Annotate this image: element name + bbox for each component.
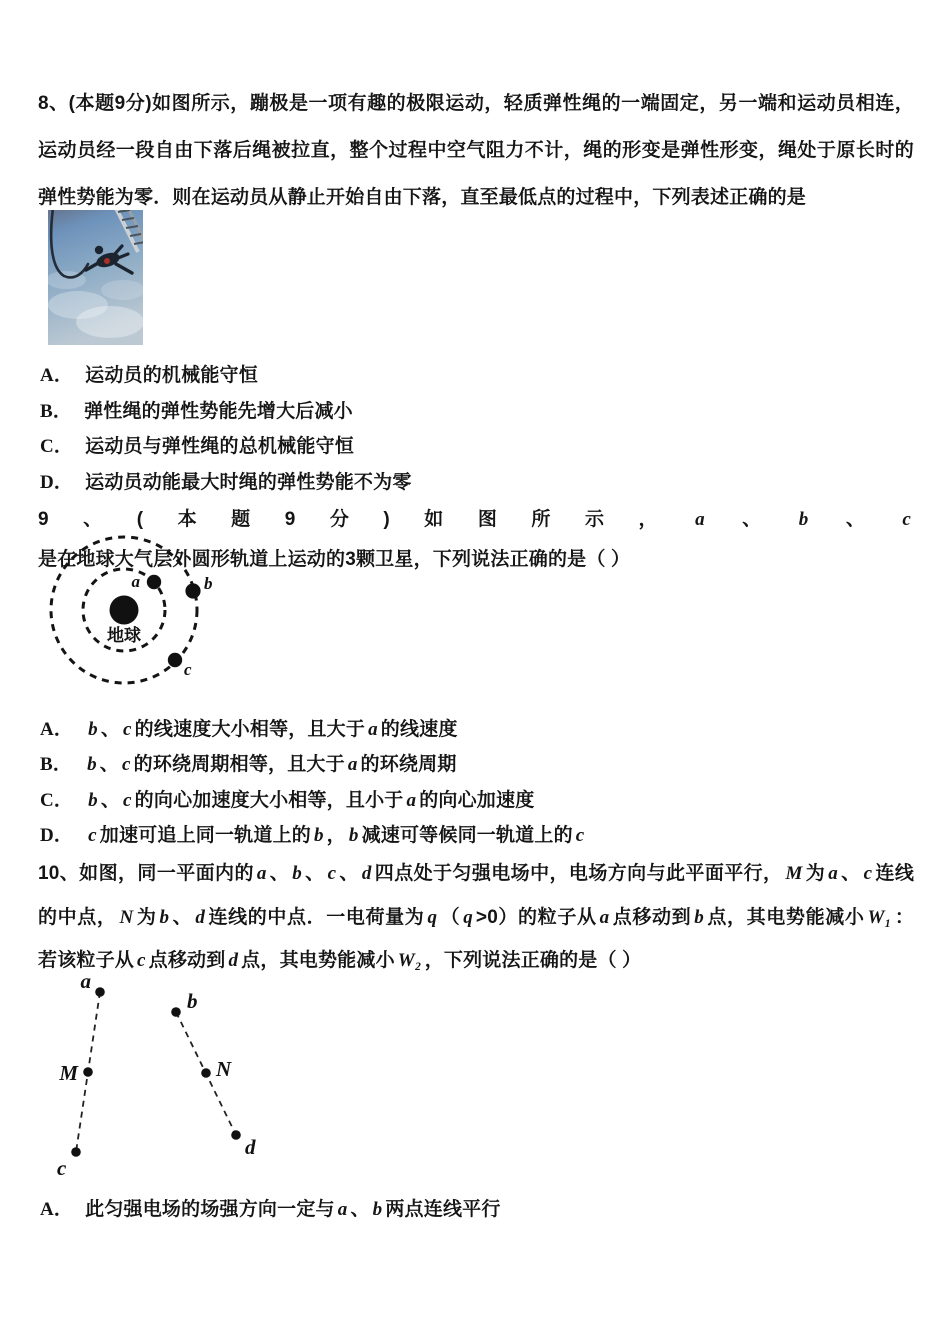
question-9-options [40, 714, 916, 856]
question-10-stem: 10、如图，同一平面内的 a 、 b 、 c 、 d 四点处于匀强电场中，电场方向与此平面平行， M 为 a 、 c 连线的中点， N 为 b 、 d 连线的中点．一电荷量为 q （ q >0）的粒子从 a 点移动到 b 点，其电势能减小 W₁ ：若该粒子从 c 点移动到 d 点，其电势能减小 W₂ ，下列说法正确的是（ ） [38, 863, 915, 971]
option-text: 弹性绳的弹性势能先增大后减小 [84, 400, 353, 422]
option-text: 运动员的机械能守恒 [85, 365, 258, 386]
point-M-dot [83, 1067, 93, 1077]
option-label: C． [40, 436, 74, 458]
option-label: D． [40, 825, 74, 847]
satellite-b-dot [185, 583, 200, 598]
option-row [40, 1194, 916, 1230]
point-d-dot [231, 1130, 241, 1140]
option-text: c 加速可追上同一轨道上的 b ， b 减速可等候同一轨道上的 c [88, 825, 585, 847]
option-label: B． [40, 754, 73, 776]
satellite-c-label: c [184, 660, 192, 679]
point-d-label: d [245, 1135, 256, 1159]
satellite-b-label: b [204, 574, 213, 593]
option-text: 运动员与弹性绳的总机械能守恒 [85, 436, 354, 458]
point-M-label: M [59, 1061, 78, 1085]
option-label: A． [40, 365, 74, 386]
option-row [40, 714, 916, 749]
option-text: b 、 c 的环绕周期相等，且大于 a 的环绕周期 [87, 754, 457, 776]
option-row [40, 749, 916, 784]
electric-field-points-diagram [45, 972, 290, 1197]
option-row [40, 467, 916, 503]
option-label: D． [40, 472, 74, 494]
earth-dot [110, 596, 139, 625]
option-text: b 、 c 的向心加速度大小相等，且小于 a 的向心加速度 [88, 789, 535, 811]
point-N-dot [201, 1068, 211, 1078]
option-label: C． [40, 789, 74, 811]
point-b-label: b [187, 989, 198, 1013]
satellite-orbit-diagram [42, 531, 258, 701]
option-row [40, 431, 916, 467]
point-c-dot [71, 1147, 81, 1157]
satellite-a-label: a [131, 572, 140, 591]
point-c-label: c [57, 1156, 67, 1180]
option-label: A． [40, 1199, 74, 1220]
point-b-dot [171, 1007, 181, 1017]
satellite-a-dot [147, 575, 161, 589]
bungee-photo [48, 210, 143, 345]
question-10-options [40, 1194, 916, 1230]
option-row [40, 396, 916, 432]
option-text: 运动员动能最大时绳的弹性势能不为零 [85, 472, 412, 494]
option-row [40, 360, 916, 396]
earth-label: 地球 [107, 626, 141, 645]
point-N-label: N [216, 1057, 232, 1081]
question-8-stem: 8、(本题9分)如图所示，蹦极是一项有趣的极限运动，轻质弹性绳的一端固定，另一端和运动员相连，运动员经一段自由下落后绳被拉直，整个过程中空气阻力不计，绳的形变是弹性形变，绳处于原长时的弹性势能为零．则在运动员从静止开始自由下落，直至最低点的过程中，下列表述正确的是 [38, 93, 914, 208]
option-label: A． [40, 719, 74, 740]
question-8-options [40, 360, 916, 503]
option-label: B． [40, 400, 73, 422]
satellite-c-dot [168, 653, 182, 667]
option-row [40, 785, 916, 820]
point-a-label: a [80, 972, 91, 993]
question-9-stem: 9、(本题9分)如图所示， a 、 b 、 c是在地球大气层外圆形轨道上运动的3颗卫星，下列说法正确的是（ ） [38, 509, 912, 570]
option-row [40, 820, 916, 855]
point-a-dot [95, 987, 105, 997]
option-text: 此匀强电场的场强方向一定与 a 、 b 两点连线平行 [85, 1199, 501, 1220]
option-text: b 、 c 的线速度大小相等，且大于 a 的线速度 [88, 719, 458, 740]
